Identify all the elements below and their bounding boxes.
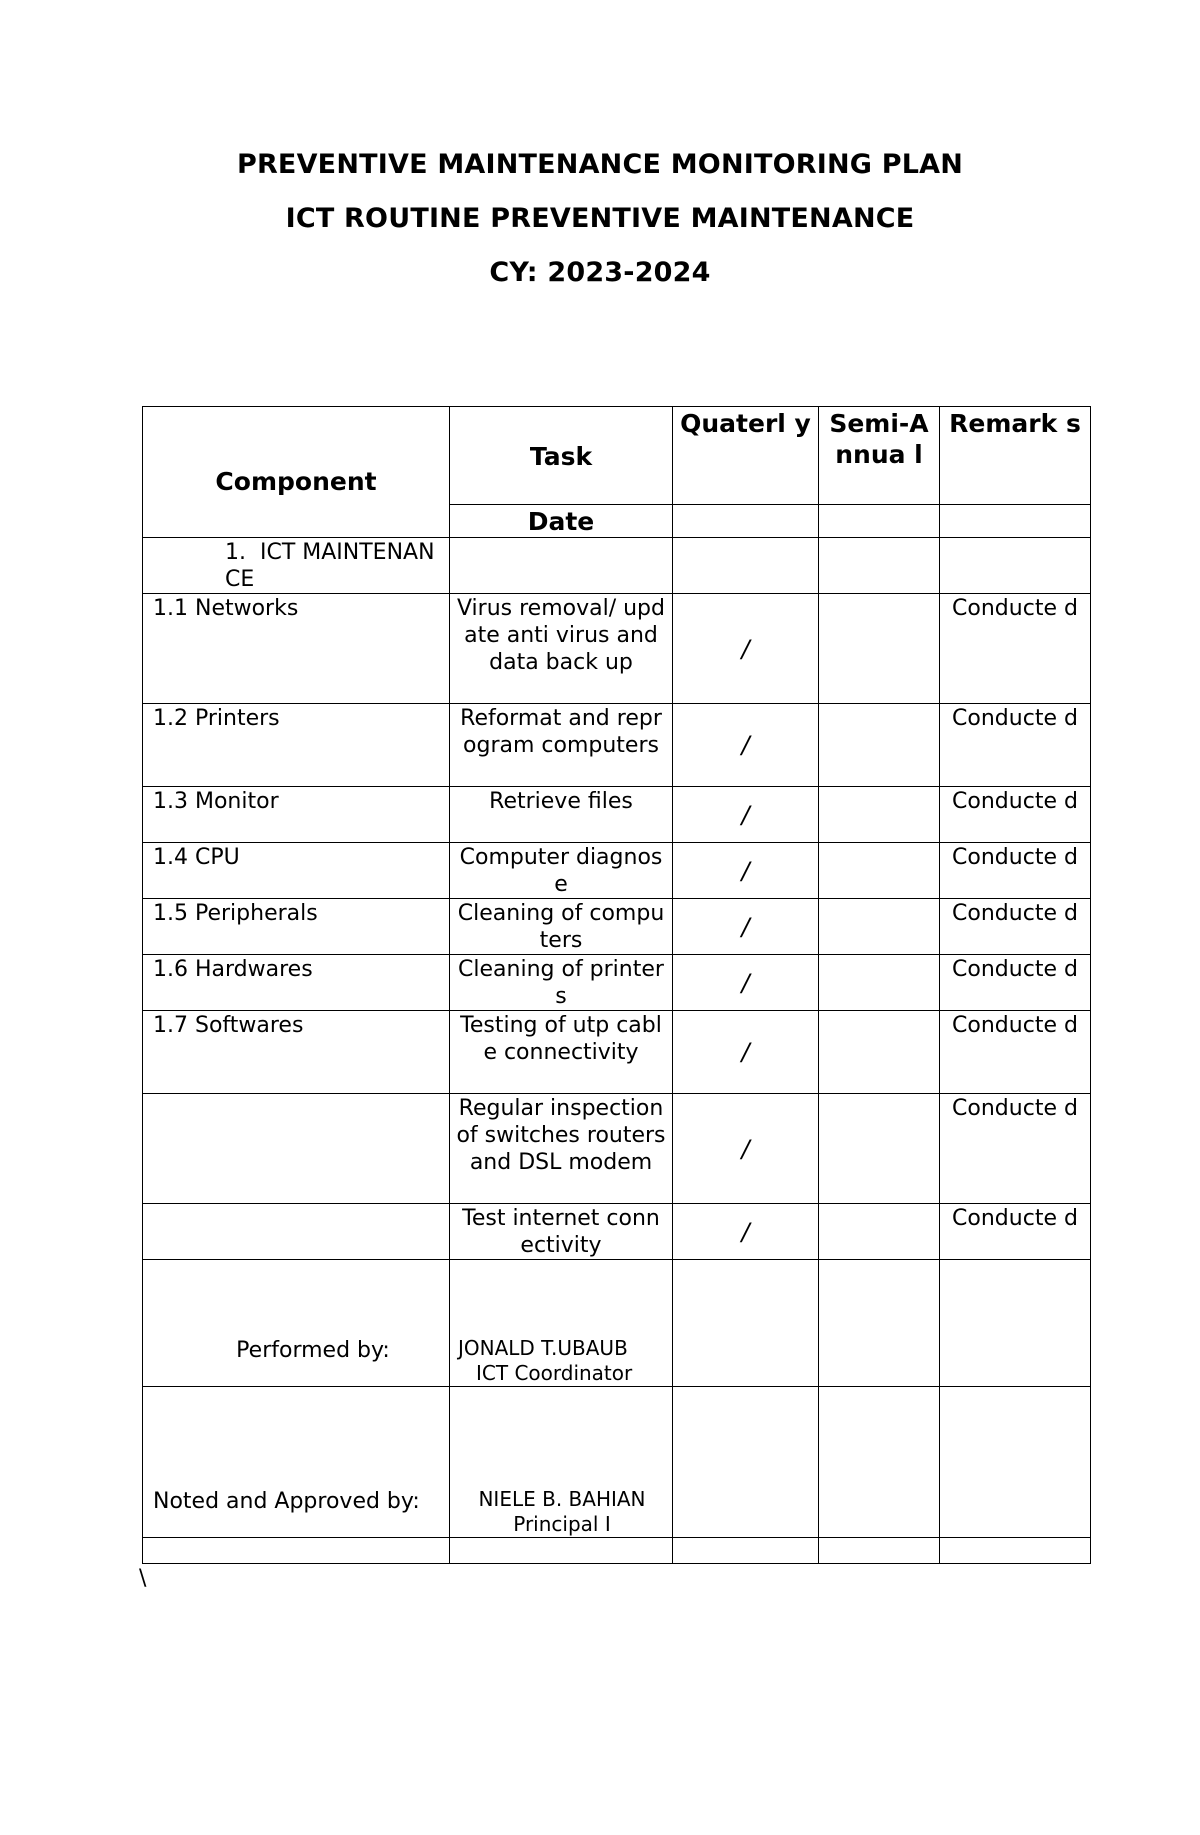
row-component: 1.4 CPU [143,843,450,899]
table-row [143,899,1091,955]
approved-by-label: Noted and Approved by: [143,1387,450,1538]
row-task: Test internet connectivity [450,1204,673,1260]
row-task: Cleaning of computers [450,899,673,955]
date-remarks-cell [940,505,1091,538]
row-quarterly-check: / [673,899,819,955]
row-quarterly-check: / [673,1094,819,1204]
approved-remarks-cell [940,1387,1091,1538]
row-component: 1.1 Networks [143,594,450,704]
header-task: Task [450,407,673,505]
table-row [143,1011,1091,1094]
document-subtitle: ICT ROUTINE PREVENTIVE MAINTENANCE [285,203,915,234]
row-remarks: Conducte d [940,704,1091,787]
row-task: Computer diagnose [450,843,673,899]
empty-row [143,1538,1091,1564]
approved-quarterly-cell [673,1387,819,1538]
row-semi-annual [819,899,940,955]
approved-by-name: NIELE B. BAHIAN [478,1487,646,1511]
row-task: Regular inspection of switches routers and DSL modem [450,1094,673,1204]
document-title: PREVENTIVE MAINTENANCE MONITORING PLAN [236,149,964,180]
empty-cell [673,1538,819,1564]
approved-by-row [143,1387,1091,1538]
row-component [143,1094,450,1204]
row-remarks: Conducte d [940,843,1091,899]
row-semi-annual [819,1204,940,1260]
row-remarks: Conducte d [940,787,1091,843]
header-quarterly: Quaterl y [673,407,819,505]
row-semi-annual [819,955,940,1011]
header-component: Component [143,407,450,538]
row-semi-annual [819,704,940,787]
performed-by-row [143,1260,1091,1387]
table-row [143,594,1091,704]
section-quarterly-cell [673,538,819,594]
row-remarks: Conducte d [940,594,1091,704]
section-remarks-cell [940,538,1091,594]
table-row [143,1094,1091,1204]
row-semi-annual [819,594,940,704]
performed-by-title: ICT Coordinator [476,1361,633,1385]
approved-by-signatory [450,1387,673,1538]
row-semi-annual [819,787,940,843]
calendar-year: CY: 2023-2024 [489,257,711,288]
row-task: Reformat and reprogram computers [450,704,673,787]
row-component: 1.5 Peripherals [143,899,450,955]
table-row [143,704,1091,787]
section-semi-annual-cell [819,538,940,594]
row-task: Retrieve files [450,787,673,843]
row-quarterly-check: / [673,787,819,843]
row-remarks: Conducte d [940,899,1091,955]
row-task: Virus removal/ update anti virus and data back up [450,594,673,704]
performed-by-label: Performed by: [143,1260,450,1387]
table-row [143,955,1091,1011]
table-row [143,1204,1091,1260]
table-row [143,843,1091,899]
section-ict-maintenance: 1. ICT MAINTENANCE [143,538,450,594]
row-remarks: Conducte d [940,1094,1091,1204]
stray-backslash: \ [139,1566,147,1591]
performed-quarterly-cell [673,1260,819,1387]
performed-remarks-cell [940,1260,1091,1387]
section-task-cell [450,538,673,594]
empty-cell [143,1538,450,1564]
header-date: Date [450,505,673,538]
row-quarterly-check: / [673,704,819,787]
row-component: 1.2 Printers [143,704,450,787]
row-quarterly-check: / [673,594,819,704]
header-remarks: Remark s [940,407,1091,505]
approved-by-title: Principal I [513,1512,611,1536]
row-quarterly-check: / [673,1011,819,1094]
date-semi-annual-cell [819,505,940,538]
performed-by-name: JONALD T.UBAUB [458,1336,628,1360]
row-task: Testing of utp cable connectivity [450,1011,673,1094]
empty-cell [940,1538,1091,1564]
row-component [143,1204,450,1260]
table-row [143,787,1091,843]
date-quarterly-cell [673,505,819,538]
row-semi-annual [819,1094,940,1204]
empty-cell [819,1538,940,1564]
row-component: 1.3 Monitor [143,787,450,843]
row-remarks: Conducte d [940,1204,1091,1260]
row-remarks: Conducte d [940,955,1091,1011]
empty-cell [450,1538,673,1564]
row-semi-annual [819,843,940,899]
header-semi-annual: Semi-Annua l [819,407,940,505]
row-component: 1.7 Softwares [143,1011,450,1094]
performed-semi-annual-cell [819,1260,940,1387]
row-semi-annual [819,1011,940,1094]
document-header [0,138,1200,300]
performed-by-signatory [450,1260,673,1387]
row-component: 1.6 Hardwares [143,955,450,1011]
row-remarks: Conducte d [940,1011,1091,1094]
approved-semi-annual-cell [819,1387,940,1538]
row-quarterly-check: / [673,1204,819,1260]
maintenance-table [142,406,1091,1564]
table-header-row [143,407,1091,505]
row-quarterly-check: / [673,955,819,1011]
row-task: Cleaning of printers [450,955,673,1011]
section-row [143,538,1091,594]
row-quarterly-check: / [673,843,819,899]
